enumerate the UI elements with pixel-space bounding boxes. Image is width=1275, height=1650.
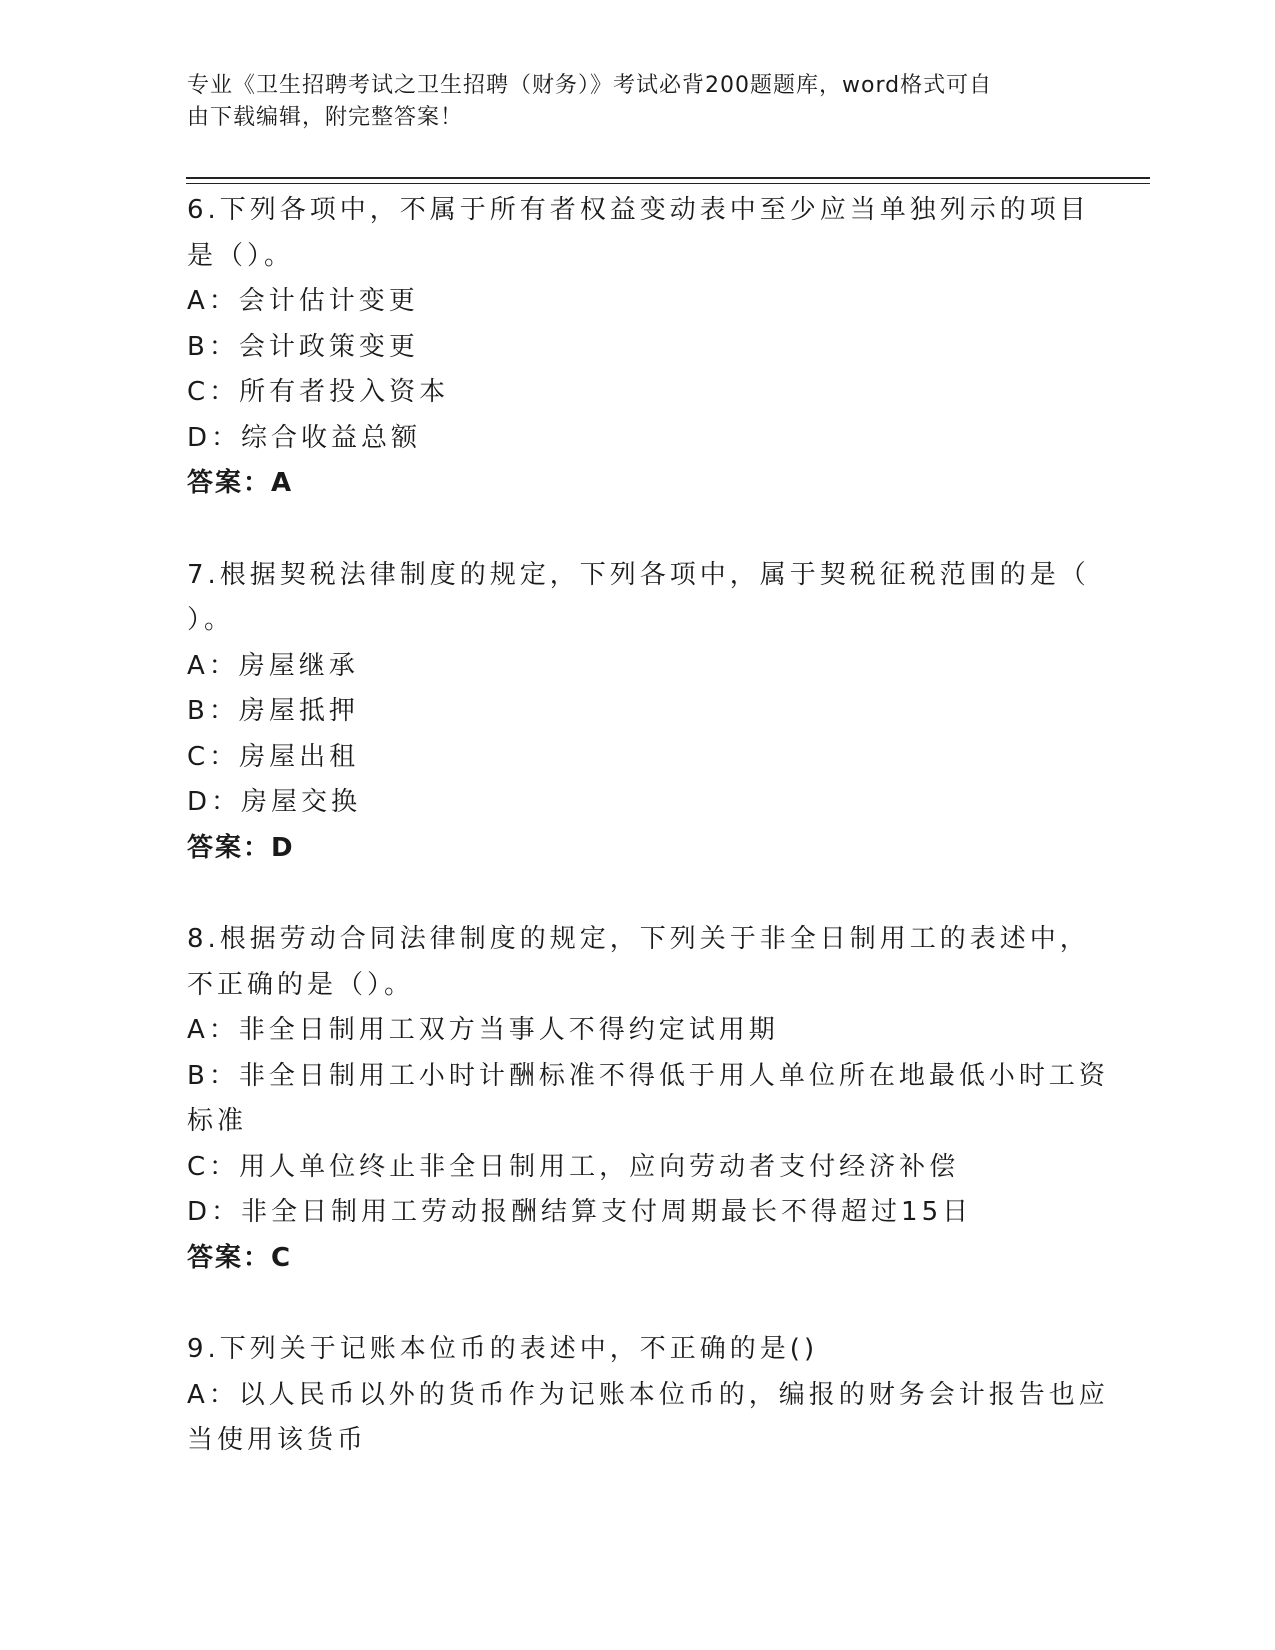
question-9	[187, 1327, 1109, 1464]
question-stem: 不正确的是（）。	[187, 969, 415, 1000]
question-stem: ）。	[187, 605, 235, 635]
answer-label: 答案：C	[187, 1242, 293, 1273]
question-stem: 9.下列关于记账本位币的表述中，不正确的是()	[187, 1334, 819, 1364]
header-line-2: 由下载编辑，附完整答案！	[187, 105, 464, 130]
question-8	[187, 917, 1109, 1281]
option-b: B：房屋抵押	[187, 696, 359, 726]
question-stem: 6.下列各项中，不属于所有者权益变动表中至少应当单独列示的项目	[187, 195, 1090, 225]
option-c: C：所有者投入资本	[187, 377, 450, 407]
option-a: A：非全日制用工双方当事人不得约定试用期	[187, 1015, 779, 1045]
option-a: A：以人民币以外的货币作为记账本位币的，编报的财务会计报告也应	[187, 1379, 1109, 1410]
option-b: B：非全日制用工小时计酬标准不得低于用人单位所在地最低小时工资	[187, 1060, 1109, 1091]
question-stem: 是（）。	[187, 240, 295, 271]
question-stem: 7.根据契税法律制度的规定，下列各项中，属于契税征税范围的是（	[187, 559, 1090, 590]
header-divider	[186, 177, 1150, 179]
answer-label: 答案：A	[187, 468, 294, 498]
option-c: C：用人单位终止非全日制用工，应向劳动者支付经济补偿	[187, 1151, 960, 1182]
option-b: B：会计政策变更	[187, 331, 419, 362]
option-d: D：房屋交换	[187, 787, 362, 817]
answer-label: 答案：D	[187, 832, 295, 863]
option-a: A：房屋继承	[187, 650, 359, 681]
document-header	[187, 70, 1067, 134]
question-stem: 8.根据劳动合同法律制度的规定，下列关于非全日制用工的表述中，	[187, 924, 1090, 954]
option-d: D：非全日制用工劳动报酬结算支付周期最长不得超过15日	[187, 1197, 973, 1227]
option-b-continued: 标准	[187, 1106, 248, 1136]
option-a: A：会计估计变更	[187, 286, 419, 316]
option-c: C：房屋出租	[187, 741, 360, 772]
header-line-1: 专业《卫生招聘考试之卫生招聘（财务）》考试必背200题题库，word格式可自	[187, 73, 993, 98]
question-7	[187, 553, 1090, 872]
question-list	[187, 188, 1109, 1464]
option-d: D：综合收益总额	[187, 422, 422, 453]
header-divider-thin	[186, 183, 1150, 184]
question-6	[187, 188, 1090, 507]
option-a-continued: 当使用该货币	[187, 1425, 368, 1455]
